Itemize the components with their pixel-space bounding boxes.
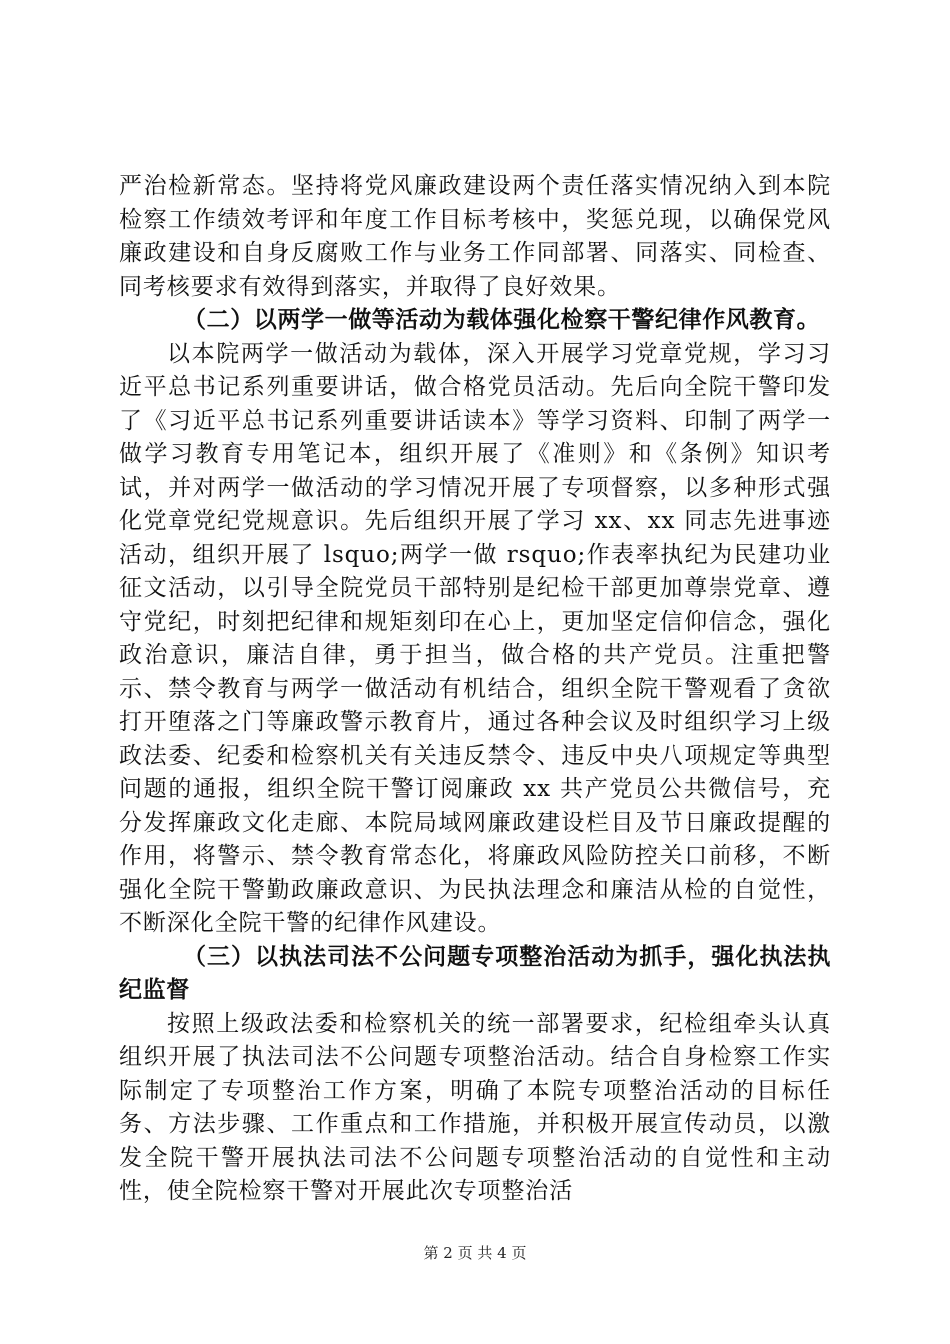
section-heading-2: （二）以两学一做等活动为载体强化检察干警纪律作风教育。	[183, 307, 821, 333]
paragraph-continuation: 严治检新常态。坚持将党风廉政建设两个责任落实情况纳入到本院检察工作绩效考评和年度工作目标考核中，奖惩兑现，以确保党风廉政建设和自身反腐败工作与业务工作同部署、同落实、同检查、同考核要求有效得到落实，并取得了良好效果。	[119, 173, 831, 300]
page-number-footer: 第 2 页 共 4 页	[423, 1244, 527, 1262]
paragraph-two-study-one-do: 以本院两学一做活动为载体，深入开展学习党章党规，学习习近平总书记系列重要讲话，做合格党员活动。先后向全院干警印发了《习近平总书记系列重要讲话读本》等学习资料、印制了两学一做学习教育专用笔记本，组织开展了《准则》和《条例》知识考试，并对两学一做活动的学习情况开展了专项督察，以多种形式强化党章党纪党规意识。先后组织开展了学习 xx、xx 同志先进事迹活动，组织开展了 lsquo;两学一做 rsquo;作表率执纪为民建功业征文活动，以引导全院党员干部特别是纪检干部更加尊崇党章、遵守党纪，时刻把纪律和规矩刻印在心上，更加坚定信仰信念，强化政治意识，廉洁自律，勇于担当，做合格的共产党员。注重把警示、禁令教育与两学一做活动有机结合，组织全院干警观看了贪欲打开堕落之门等廉政警示教育片，通过各种会议及时组织学习上级政法委、纪委和检察机关有关违反禁令、违反中央八项规定等典型问题的通报，组织全院干警订阅廉政 xx 共产党员公共微信号，充分发挥廉政文化走廊、本院局域网廉政建设栏目及节日廉政提醒的作用，将警示、禁令教育常态化，将廉政风险防控关口前移，不断强化全院干警勤政廉政意识、为民执法理念和廉洁从检的自觉性，不断深化全院干警的纪律作风建设。	[119, 340, 831, 936]
paragraph-special-rectification: 按照上级政法委和检察机关的统一部署要求，纪检组牵头认真组织开展了执法司法不公问题专项整治活动。结合自身检察工作实际制定了专项整治工作方案，明确了本院专项整治活动的目标任务、方法步骤、工作重点和工作措施，并积极开展宣传动员，以激发全院干警开展执法司法不公问题专项整治活动的自觉性和主动性，使全院检察干警对开展此次专项整治活	[119, 1010, 831, 1204]
document-body	[119, 170, 831, 1209]
section-heading-3: （三）以执法司法不公问题专项整治活动为抓手，强化执法执纪监督	[119, 943, 831, 1003]
